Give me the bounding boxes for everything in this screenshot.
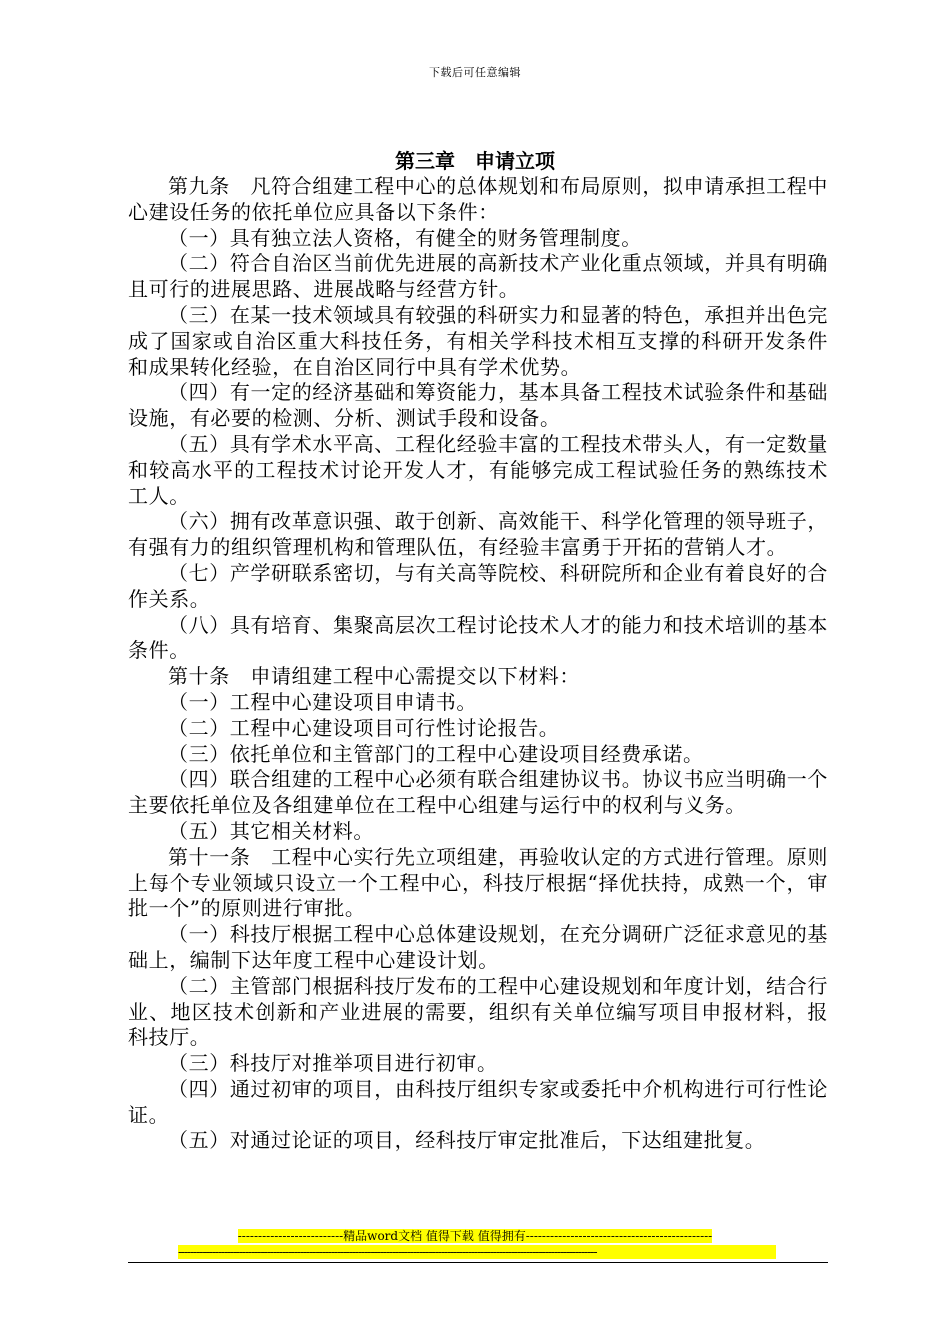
chapter-title: 第三章 申请立项 xyxy=(395,149,555,173)
article-11-item-4: （四）通过初审的项目，由科技厅组织专家或委托中介机构进行可行性论证。 xyxy=(128,1076,828,1127)
article-11-item-1: （一）科技厅根据工程中心总体建设规划，在充分调研广泛征求意见的基础上，编制下达年度工程中心建设计划。 xyxy=(128,922,828,972)
article-10-item-1: （一）工程中心建设项目申请书。 xyxy=(168,689,477,714)
article-11-item-2: （二）主管部门根据科技厅发布的工程中心建设规划和年度计划，结合行业、地区技术创新和产业进展的需要，组织有关单位编写项目申报材料，报科技厅。 xyxy=(128,973,828,1050)
article-11-intro: 第十一条 工程中心实行先立项组建，再验收认定的方式进行管理。原则上每个专业领域只设立一个工程中心，科技厅根据“择优扶持，成熟一个，审批一个”的原则进行审批。 xyxy=(128,844,828,921)
article-9-item-4: （四）有一定的经济基础和筹资能力，基本具备工程技术试验条件和基础设施，有必要的检测、分析、测试手段和设备。 xyxy=(128,380,828,431)
footer-banner-dashes: ----------------------------------------------------------------------------------------------------------------------------------------- xyxy=(178,1245,776,1259)
article-9-item-7: （七）产学研联系密切，与有关高等院校、科研院所和企业有着良好的合作关系。 xyxy=(128,560,828,611)
article-9-item-2: （二）符合自治区当前优先进展的高新技术产业化重点领域，并具有明确且可行的进展思路、进展战略与经营方针。 xyxy=(128,251,828,302)
article-10-item-3: （三）依托单位和主管部门的工程中心建设项目经费承诺。 xyxy=(168,741,704,766)
article-11-item-3: （三）科技厅对推举项目进行初审。 xyxy=(168,1051,498,1076)
article-10-item-4: （四）联合组建的工程中心必须有联合组建协议书。协议书应当明确一个主要依托单位及各组建单位在工程中心组建与运行中的权利与义务。 xyxy=(128,767,828,818)
page-header-note: 下载后可任意编辑 xyxy=(429,66,521,79)
footer-divider xyxy=(128,1262,828,1263)
article-10-intro: 第十条 申请组建工程中心需提交以下材料： xyxy=(168,664,580,689)
article-9-item-5: （五）具有学术水平高、工程化经验丰富的工程技术带头人，有一定数量和较高水平的工程技术讨论开发人才，有能够完成工程试验任务的熟练技术工人。 xyxy=(128,431,828,508)
footer-banner xyxy=(0,1229,950,1243)
article-9-intro: 第九条 凡符合组建工程中心的总体规划和布局原则，拟申请承担工程中心建设任务的依托单位应具备以下条件： xyxy=(128,174,828,224)
article-10-item-2: （二）工程中心建设项目可行性讨论报告。 xyxy=(168,715,560,740)
article-10-item-5: （五）其它相关材料。 xyxy=(168,818,374,843)
article-9-item-1: （一）具有独立法人资格，有健全的财务管理制度。 xyxy=(168,225,642,250)
footer-banner-text: --------------------------精品word文档 值得下载 值得拥有---------------------------------------------- xyxy=(237,1229,713,1243)
article-9-item-8: （八）具有培育、集聚高层次工程讨论技术人才的能力和技术培训的基本条件。 xyxy=(128,612,828,663)
document-body xyxy=(128,174,828,1154)
article-9-item-6: （六）拥有改革意识强、敢于创新、高效能干、科学化管理的领导班子，有强有力的组织管理机构和管理队伍，有经验丰富勇于开拓的营销人才。 xyxy=(128,509,828,560)
article-11-item-5: （五）对通过论证的项目，经科技厅审定批准后，下达组建批复。 xyxy=(168,1128,766,1153)
article-9-item-3: （三）在某一技术领域具有较强的科研实力和显著的特色，承担并出色完成了国家或自治区重大科技任务，有相关学科技术相互支撑的科研开发条件和成果转化经验，在自治区同行中具有学术优势。 xyxy=(128,302,828,379)
